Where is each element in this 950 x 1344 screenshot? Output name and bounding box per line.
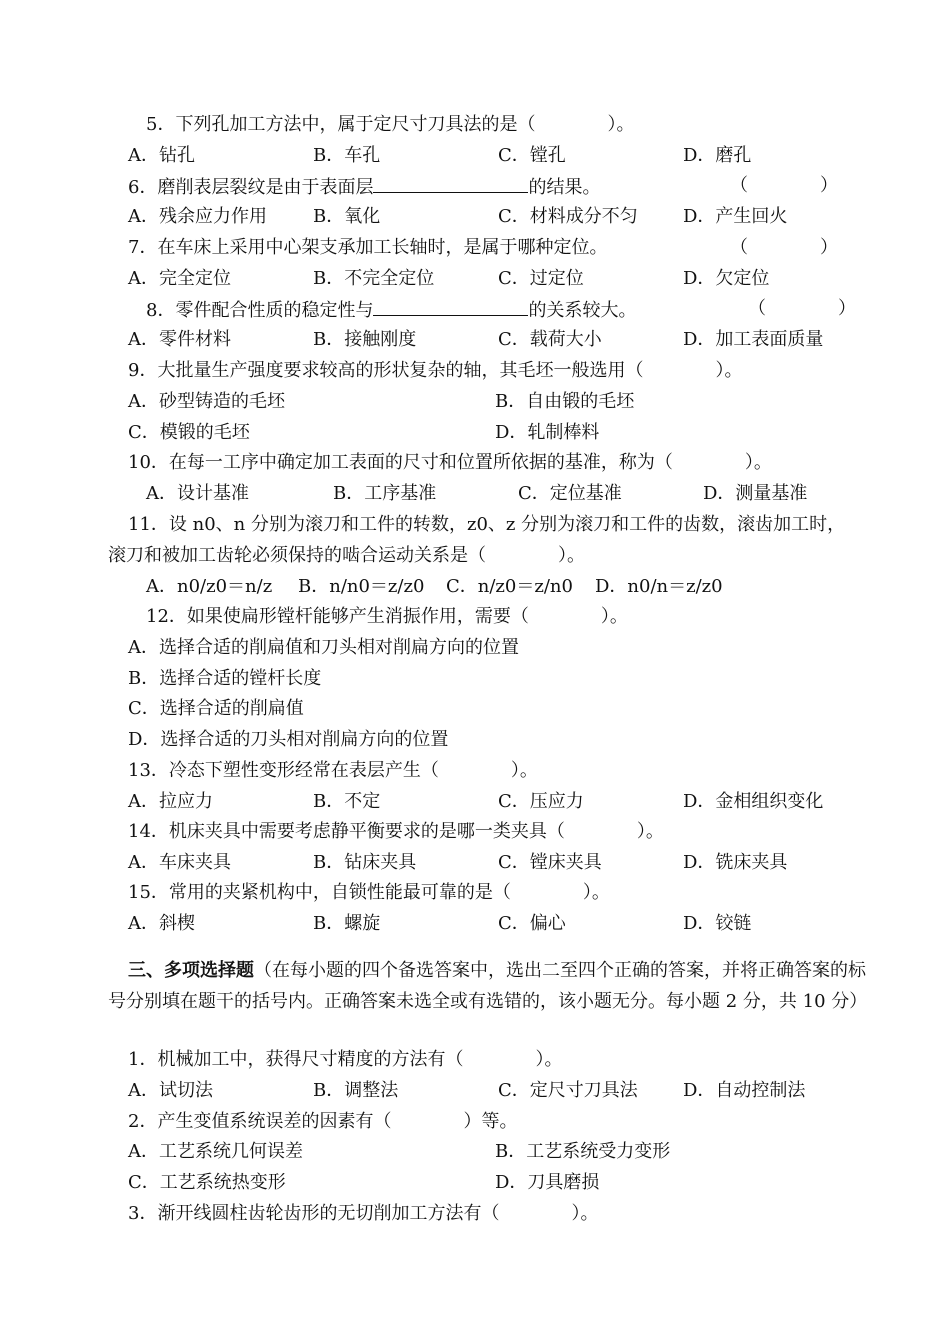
q10-option-d: D．测量基准 [703, 483, 808, 504]
q6-option-b: B．氧化 [313, 206, 381, 227]
q13-option-a: A．拉应力 [128, 791, 213, 812]
q6-option-a: A．残余应力作用 [128, 206, 267, 227]
q7-option-c: C．过定位 [498, 268, 584, 289]
q10-option-a: A．设计基准 [146, 483, 249, 504]
q6-fill-blank [373, 174, 528, 193]
m1-option-b: B．调整法 [313, 1080, 399, 1101]
q6-stem-start: 6．磨削表层裂纹是由于表面层 [128, 177, 374, 198]
question-15: 15．常用的夹紧机构中，自锁性能最可靠的是（ ）。 [128, 882, 610, 903]
q9-option-c: C．模锻的毛坯 [128, 422, 250, 443]
q8-stem-end: 的关系较大。 [528, 300, 637, 321]
q11-option-d: D．n0/n＝z/z0 [595, 576, 723, 597]
q8-answer-paren: （ ） [748, 298, 856, 319]
multi-question-1: 1．机械加工中，获得尺寸精度的方法有（ ）。 [128, 1049, 563, 1070]
q15-option-d: D．铰链 [683, 913, 752, 934]
m2-option-c: C．工艺系统热变形 [128, 1172, 286, 1193]
section-3-instructions [108, 956, 868, 1017]
q6-option-c: C．材料成分不匀 [498, 206, 638, 227]
q10-option-b: B．工序基准 [333, 483, 437, 504]
multi-question-3: 3．渐开线圆柱齿轮齿形的无切削加工方法有（ ）。 [128, 1203, 599, 1224]
m2-option-d: D．刀具磨损 [495, 1172, 600, 1193]
question-7: 7．在车床上采用中心架支承加工长轴时，是属于哪种定位。 [128, 237, 608, 258]
q9-option-d: D．轧制棒料 [495, 422, 600, 443]
q5-option-d: D．磨孔 [683, 145, 752, 166]
q8-option-d: D．加工表面质量 [683, 329, 824, 350]
q14-option-b: B．钻床夹具 [313, 852, 417, 873]
question-13: 13．冷态下塑性变形经常在表层产生（ ）。 [128, 760, 538, 781]
m2-option-b: B．工艺系统受力变形 [495, 1141, 671, 1162]
q13-option-d: D．金相组织变化 [683, 791, 824, 812]
m2-option-a: A．工艺系统几何误差 [128, 1141, 303, 1162]
q8-option-a: A．零件材料 [128, 329, 231, 350]
question-10: 10．在每一工序中确定加工表面的尺寸和位置所依据的基准，称为（ ）。 [128, 452, 772, 473]
q14-option-a: A．车床夹具 [128, 852, 231, 873]
q6-option-d: D．产生回火 [683, 206, 788, 227]
question-12: 12．如果使扁形镗杆能够产生消振作用，需要（ ）。 [146, 606, 628, 627]
question-6 [128, 174, 600, 198]
m1-option-d: D．自动控制法 [683, 1080, 806, 1101]
question-11-line-1: 11．设 n0、n 分别为滚刀和工件的转数，z0、z 分别为滚刀和工件的齿数，滚齿加工时， [128, 514, 846, 535]
section-3-heading: 三、多项选择题 [128, 960, 254, 981]
q8-fill-blank [373, 297, 528, 316]
question-8 [146, 297, 636, 321]
q7-option-b: B．不完全定位 [313, 268, 435, 289]
question-5: 5．下列孔加工方法中，属于定尺寸刀具法的是（ ）。 [146, 114, 635, 135]
q10-option-c: C．定位基准 [518, 483, 622, 504]
q6-stem-end: 的结果。 [528, 177, 601, 198]
q11-option-b: B．n/n0＝z/z0 [298, 576, 425, 597]
q13-option-c: C．压应力 [498, 791, 584, 812]
q15-option-c: C．偏心 [498, 913, 566, 934]
q14-option-c: C．镗床夹具 [498, 852, 602, 873]
q5-option-b: B．车孔 [313, 145, 381, 166]
q8-stem-start: 8．零件配合性质的稳定性与 [146, 300, 374, 321]
q7-option-a: A．完全定位 [128, 268, 231, 289]
q9-option-b: B．自由锻的毛坯 [495, 391, 635, 412]
multi-question-2: 2．产生变值系统误差的因素有（ ）等。 [128, 1111, 518, 1132]
q6-answer-paren: （ ） [730, 175, 838, 196]
q9-option-a: A．砂型铸造的毛坯 [128, 391, 285, 412]
q5-option-a: A．钻孔 [128, 145, 195, 166]
q14-option-d: D．铣床夹具 [683, 852, 788, 873]
q12-option-b: B．选择合适的镗杆长度 [128, 668, 322, 689]
q11-option-a: A．n0/z0＝n/z [146, 576, 273, 597]
m1-option-c: C．定尺寸刀具法 [498, 1080, 638, 1101]
m1-option-a: A．试切法 [128, 1080, 213, 1101]
q8-option-b: B．接触刚度 [313, 329, 417, 350]
q15-option-a: A．斜楔 [128, 913, 195, 934]
question-11-line-2: 滚刀和被加工齿轮必须保持的啮合运动关系是（ ）。 [108, 545, 585, 566]
q8-option-c: C．载荷大小 [498, 329, 602, 350]
q7-option-d: D．欠定位 [683, 268, 770, 289]
q15-option-b: B．螺旋 [313, 913, 381, 934]
q12-option-d: D．选择合适的刀头相对削扁方向的位置 [128, 729, 449, 750]
q13-option-b: B．不定 [313, 791, 381, 812]
q12-option-c: C．选择合适的削扁值 [128, 698, 304, 719]
q5-option-c: C．镗孔 [498, 145, 566, 166]
question-14: 14．机床夹具中需要考虑静平衡要求的是哪一类夹具（ ）。 [128, 821, 664, 842]
section-3-rules: （在每小题的四个备选答案中，选出二至四个正确的答案，并将正确答案的标号分别填在题干的括号内。正确答案未选全或有选错的，该小题无分。每小题 2 分，共 10 分） [108, 960, 868, 1012]
q11-option-c: C．n/z0＝z/n0 [446, 576, 573, 597]
q12-option-a: A．选择合适的削扁值和刀头相对削扁方向的位置 [128, 637, 519, 658]
question-9: 9．大批量生产强度要求较高的形状复杂的轴，其毛坯一般选用（ ）。 [128, 360, 743, 381]
q7-answer-paren: （ ） [730, 237, 838, 258]
